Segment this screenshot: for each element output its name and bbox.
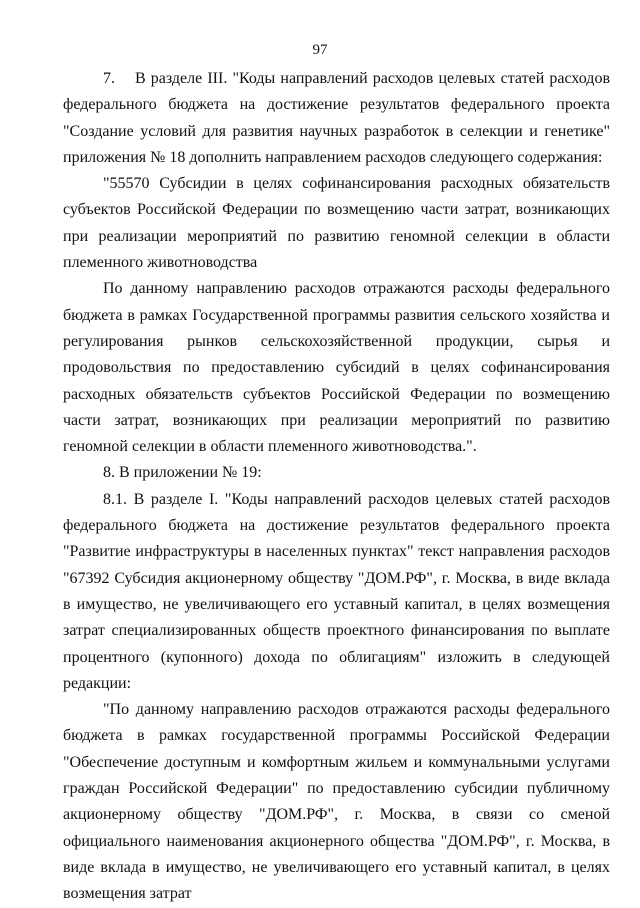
paragraph-8-1: 8.1. В разделе I. "Коды направлений расходов целевых статей расходов федерального бюджета на достижение результатов федерального проекта "Развитие инфраструктуры в населенных пунктах" текст направления расходов "67392 Субсидия акционерному обществу "ДОМ.РФ", г. Москва, в виде вклада в имущество, не увеличивающего его уставный капитал, в целях возмещения затрат специализированных обществ проектного финансирования по выплате процентного (купонного) дохода по облигациям" изложить в следующей редакции: <box>63 490 610 692</box>
paragraph-55570-description: По данному направлению расходов отражаются расходы федерального бюджета в рамках Государственной программы развития сельского хозяйства и регулирования рынков сельскохозяйственной продукции, сырья и продовольствия по предоставлению субсидий в целях софинансирования расходных обязательств субъектов Российской Федерации по возмещению части затрат, возникающих при реализации мероприятий по развитию геномной селекции в области племенного животноводства.". <box>63 280 610 456</box>
page-number: 97 <box>312 42 328 58</box>
paragraph-7-number: 7. <box>103 70 115 87</box>
paragraph-8: 8. В приложении № 19: <box>103 464 262 482</box>
paragraph-7-text: В разделе III. "Коды направлений расходов целевых статей расходов федерального бюджета на достижение результатов федерального проекта "Создание условий для развития научных разработок в селекции и генетике" приложения № 18 дополнить направлением расходов следующего содержания: <box>63 70 610 166</box>
paragraph-code-55570: "55570 Субсидии в целях софинансирования расходных обязательств субъектов Российской Федерации по возмещению части затрат, возникающих при реализации мероприятий по развитию геномной селекции в области племенного животноводства <box>63 175 610 272</box>
paragraph-new-wording: "По данному направлению расходов отражаются расходы федерального бюджета в рамках государственной программы Российской Федерации "Обеспечение доступным и комфортным жильем и коммунальными услугами граждан Российской Федерации" по предоставлению субсидии публичному акционерному обществу "ДОМ.РФ", г. Москва, в связи со сменой официального наименования акционерного общества "ДОМ.РФ", г. Москва, в виде вклада в имущество, не увеличивающего его уставный капитал, в целях возмещения затрат <box>63 701 610 903</box>
paragraph-7 <box>63 66 610 171</box>
document-body <box>63 66 610 908</box>
